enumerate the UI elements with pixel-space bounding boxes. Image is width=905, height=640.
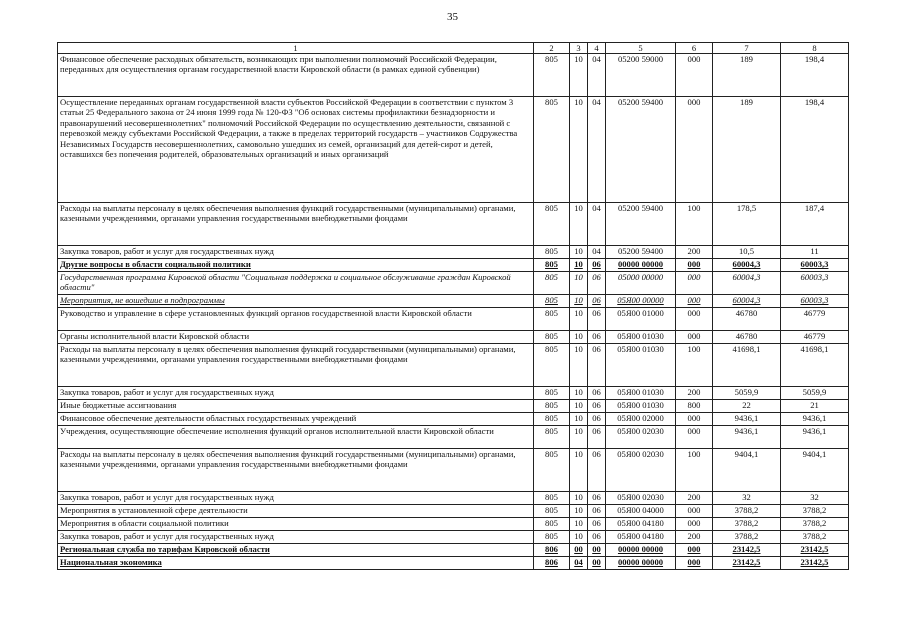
ministry-code-cell: 805	[534, 449, 570, 492]
section-code-cell: 10	[570, 505, 588, 518]
expense-type-cell: 100	[676, 449, 713, 492]
section-code-cell: 10	[570, 272, 588, 295]
subsection-code-cell: 06	[588, 505, 606, 518]
table-row	[58, 518, 849, 531]
subsection-code-cell: 06	[588, 344, 606, 387]
subsection-code-cell: 06	[588, 400, 606, 413]
amount-year1-cell: 178,5	[713, 203, 781, 246]
subsection-code-cell: 06	[588, 449, 606, 492]
subsection-code-cell: 04	[588, 97, 606, 203]
budget-table	[57, 42, 849, 570]
expense-type-cell: 000	[676, 97, 713, 203]
target-article-cell: 05Я00 02030	[606, 449, 676, 492]
amount-year1-cell: 32	[713, 492, 781, 505]
ministry-code-cell: 805	[534, 531, 570, 544]
target-article-cell: 05Я00 02030	[606, 492, 676, 505]
row-description-cell: Закупка товаров, работ и услуг для государственных нужд	[58, 387, 534, 400]
ministry-code-cell: 805	[534, 259, 570, 272]
table-row	[58, 400, 849, 413]
table-row	[58, 413, 849, 426]
section-code-cell: 10	[570, 259, 588, 272]
table-row	[58, 505, 849, 518]
expense-type-cell: 000	[676, 544, 713, 557]
target-article-cell: 05Я00 00000	[606, 295, 676, 308]
amount-year2-cell: 3788,2	[781, 518, 849, 531]
expense-type-cell: 000	[676, 272, 713, 295]
amount-year2-cell: 198,4	[781, 97, 849, 203]
expense-type-cell: 000	[676, 518, 713, 531]
row-description-cell: Закупка товаров, работ и услуг для государственных нужд	[58, 531, 534, 544]
subsection-code-cell: 00	[588, 557, 606, 570]
target-article-cell: 05200 59400	[606, 246, 676, 259]
expense-type-cell: 000	[676, 259, 713, 272]
ministry-code-cell: 805	[534, 344, 570, 387]
amount-year1-cell: 9436,1	[713, 413, 781, 426]
ministry-code-cell: 805	[534, 413, 570, 426]
target-article-cell: 00000 00000	[606, 557, 676, 570]
amount-year1-cell: 46780	[713, 308, 781, 331]
subsection-code-cell: 06	[588, 492, 606, 505]
ministry-code-cell: 805	[534, 97, 570, 203]
subsection-code-cell: 06	[588, 295, 606, 308]
amount-year1-cell: 189	[713, 54, 781, 97]
subsection-code-cell: 06	[588, 272, 606, 295]
section-code-cell: 10	[570, 203, 588, 246]
table-row	[58, 544, 849, 557]
ministry-code-cell: 805	[534, 518, 570, 531]
section-code-cell: 10	[570, 413, 588, 426]
subsection-code-cell: 04	[588, 54, 606, 97]
target-article-cell: 05Я00 01030	[606, 387, 676, 400]
amount-year2-cell: 3788,2	[781, 531, 849, 544]
expense-type-cell: 100	[676, 344, 713, 387]
table-row	[58, 426, 849, 449]
expense-type-cell: 200	[676, 492, 713, 505]
subsection-code-cell: 04	[588, 203, 606, 246]
target-article-cell: 05Я00 01000	[606, 308, 676, 331]
subsection-code-cell: 00	[588, 544, 606, 557]
amount-year2-cell: 60003,3	[781, 259, 849, 272]
amount-year2-cell: 32	[781, 492, 849, 505]
table-row	[58, 331, 849, 344]
amount-year1-cell: 60004,3	[713, 272, 781, 295]
amount-year1-cell: 3788,2	[713, 531, 781, 544]
target-article-cell: 05Я00 02030	[606, 426, 676, 449]
table-row	[58, 272, 849, 295]
target-article-cell: 05Я00 01030	[606, 400, 676, 413]
amount-year1-cell: 23142,5	[713, 544, 781, 557]
section-code-cell: 10	[570, 295, 588, 308]
amount-year2-cell: 9436,1	[781, 426, 849, 449]
section-code-cell: 10	[570, 344, 588, 387]
ministry-code-cell: 805	[534, 54, 570, 97]
target-article-cell: 05200 59400	[606, 97, 676, 203]
subsection-code-cell: 06	[588, 518, 606, 531]
table-row	[58, 557, 849, 570]
target-article-cell: 05Я00 02000	[606, 413, 676, 426]
amount-year1-cell: 10,5	[713, 246, 781, 259]
subsection-code-cell: 06	[588, 308, 606, 331]
ministry-code-cell: 806	[534, 557, 570, 570]
section-code-cell: 10	[570, 308, 588, 331]
expense-type-cell: 000	[676, 54, 713, 97]
amount-year2-cell: 9436,1	[781, 413, 849, 426]
column-header-cell: 2	[534, 43, 570, 54]
amount-year1-cell: 3788,2	[713, 518, 781, 531]
row-description-cell: Национальная экономика	[58, 557, 534, 570]
section-code-cell: 10	[570, 449, 588, 492]
table-row	[58, 246, 849, 259]
page-number: 35	[447, 11, 458, 23]
section-code-cell: 10	[570, 54, 588, 97]
ministry-code-cell: 805	[534, 426, 570, 449]
column-header-cell: 3	[570, 43, 588, 54]
target-article-cell: 05000 00000	[606, 272, 676, 295]
row-description-cell: Финансовое обеспечение расходных обязательств, возникающих при выполнении полномочий Российской Федерации, переданных для осуществления органам государственной власти Кировской области (в рамках единой субвенции)	[58, 54, 534, 97]
amount-year1-cell: 5059,9	[713, 387, 781, 400]
table-row	[58, 308, 849, 331]
row-description-cell: Мероприятия, не вошедшие в подпрограммы	[58, 295, 534, 308]
amount-year1-cell: 9436,1	[713, 426, 781, 449]
amount-year2-cell: 60003,3	[781, 272, 849, 295]
section-code-cell: 10	[570, 387, 588, 400]
table-row	[58, 449, 849, 492]
expense-type-cell: 000	[676, 426, 713, 449]
expense-type-cell: 200	[676, 387, 713, 400]
ministry-code-cell: 805	[534, 308, 570, 331]
target-article-cell: 05Я00 04180	[606, 518, 676, 531]
section-code-cell: 10	[570, 531, 588, 544]
table-row	[58, 97, 849, 203]
amount-year1-cell: 9404,1	[713, 449, 781, 492]
target-article-cell: 05Я00 04180	[606, 531, 676, 544]
table-row	[58, 492, 849, 505]
amount-year2-cell: 9404,1	[781, 449, 849, 492]
amount-year2-cell: 23142,5	[781, 544, 849, 557]
ministry-code-cell: 805	[534, 272, 570, 295]
expense-type-cell: 000	[676, 505, 713, 518]
table-row	[58, 203, 849, 246]
section-code-cell: 10	[570, 400, 588, 413]
section-code-cell: 10	[570, 492, 588, 505]
table-row	[58, 344, 849, 387]
row-description-cell: Органы исполнительной власти Кировской области	[58, 331, 534, 344]
subsection-code-cell: 06	[588, 331, 606, 344]
amount-year2-cell: 5059,9	[781, 387, 849, 400]
row-description-cell: Расходы на выплаты персоналу в целях обеспечения выполнения функций государственными (муниципальными) органами, казенными учреждениями, органами управления государственными внебюджетными фондами	[58, 344, 534, 387]
ministry-code-cell: 805	[534, 246, 570, 259]
amount-year1-cell: 3788,2	[713, 505, 781, 518]
amount-year2-cell: 60003,3	[781, 295, 849, 308]
subsection-code-cell: 06	[588, 531, 606, 544]
row-description-cell: Мероприятия в области социальной политики	[58, 518, 534, 531]
ministry-code-cell: 805	[534, 492, 570, 505]
subsection-code-cell: 06	[588, 387, 606, 400]
expense-type-cell: 000	[676, 295, 713, 308]
table-row	[58, 54, 849, 97]
column-number-header-row	[58, 43, 849, 54]
row-description-cell: Иные бюджетные ассигнования	[58, 400, 534, 413]
ministry-code-cell: 806	[534, 544, 570, 557]
amount-year2-cell: 187,4	[781, 203, 849, 246]
row-description-cell: Другие вопросы в области социальной политики	[58, 259, 534, 272]
target-article-cell: 00000 00000	[606, 259, 676, 272]
subsection-code-cell: 06	[588, 413, 606, 426]
amount-year1-cell: 60004,3	[713, 259, 781, 272]
section-code-cell: 10	[570, 331, 588, 344]
section-code-cell: 10	[570, 426, 588, 449]
target-article-cell: 05Я00 01030	[606, 344, 676, 387]
expense-type-cell: 200	[676, 531, 713, 544]
row-description-cell: Расходы на выплаты персоналу в целях обеспечения выполнения функций государственными (муниципальными) органами, казенными учреждениями, органами управления государственными внебюджетными фондами	[58, 203, 534, 246]
column-header-cell: 8	[781, 43, 849, 54]
subsection-code-cell: 04	[588, 246, 606, 259]
amount-year1-cell: 189	[713, 97, 781, 203]
ministry-code-cell: 805	[534, 505, 570, 518]
amount-year2-cell: 21	[781, 400, 849, 413]
ministry-code-cell: 805	[534, 387, 570, 400]
expense-type-cell: 000	[676, 308, 713, 331]
amount-year1-cell: 41698,1	[713, 344, 781, 387]
ministry-code-cell: 805	[534, 203, 570, 246]
row-description-cell: Осуществление переданных органам государственной власти субъектов Российской Федерации в соответствии с пунктом 3 статьи 25 Федерального закона от 24 июня 1999 года № 120-ФЗ "Об основах системы профилактики безнадзорности и правонарушений несовершеннолетних" полномочий Российской Федерации по осуществлению деятельности, связанной с перевозкой между субъектами Российской Федерации, а также в пределах территорий государств – участников Содружества Независимых Государств несовершеннолетних, самовольно ушедших из семей, организаций для детей-сирот и детей, оставшихся без попечения родителей, образовательных организаций и иных организаций	[58, 97, 534, 203]
amount-year1-cell: 22	[713, 400, 781, 413]
expense-type-cell: 800	[676, 400, 713, 413]
column-header-cell: 1	[58, 43, 534, 54]
amount-year2-cell: 11	[781, 246, 849, 259]
expense-type-cell: 100	[676, 203, 713, 246]
table-row	[58, 259, 849, 272]
target-article-cell: 05Я00 04000	[606, 505, 676, 518]
row-description-cell: Региональная служба по тарифам Кировской области	[58, 544, 534, 557]
ministry-code-cell: 805	[534, 295, 570, 308]
expense-type-cell: 000	[676, 557, 713, 570]
amount-year2-cell: 46779	[781, 331, 849, 344]
amount-year2-cell: 198,4	[781, 54, 849, 97]
target-article-cell: 05200 59000	[606, 54, 676, 97]
section-code-cell: 10	[570, 518, 588, 531]
column-header-cell: 4	[588, 43, 606, 54]
table-row	[58, 295, 849, 308]
row-description-cell: Учреждения, осуществляющие обеспечение исполнения функций органов исполнительной власти Кировской области	[58, 426, 534, 449]
amount-year2-cell: 46779	[781, 308, 849, 331]
column-header-cell: 6	[676, 43, 713, 54]
amount-year2-cell: 41698,1	[781, 344, 849, 387]
target-article-cell: 05200 59400	[606, 203, 676, 246]
row-description-cell: Финансовое обеспечение деятельности областных государственных учреждений	[58, 413, 534, 426]
amount-year1-cell: 60004,3	[713, 295, 781, 308]
table-body	[58, 43, 849, 570]
expense-type-cell: 200	[676, 246, 713, 259]
row-description-cell: Закупка товаров, работ и услуг для государственных нужд	[58, 246, 534, 259]
row-description-cell: Руководство и управление в сфере установленных функций органов государственной власти Кировской области	[58, 308, 534, 331]
amount-year1-cell: 46780	[713, 331, 781, 344]
target-article-cell: 05Я00 01030	[606, 331, 676, 344]
amount-year2-cell: 23142,5	[781, 557, 849, 570]
ministry-code-cell: 805	[534, 400, 570, 413]
row-description-cell: Закупка товаров, работ и услуг для государственных нужд	[58, 492, 534, 505]
amount-year2-cell: 3788,2	[781, 505, 849, 518]
expense-type-cell: 000	[676, 413, 713, 426]
row-description-cell: Государственная программа Кировской области "Социальная поддержка и социальное обслуживание граждан Кировской области"	[58, 272, 534, 295]
ministry-code-cell: 805	[534, 331, 570, 344]
table-row	[58, 387, 849, 400]
row-description-cell: Мероприятия в установленной сфере деятельности	[58, 505, 534, 518]
table-row	[58, 531, 849, 544]
expense-type-cell: 000	[676, 331, 713, 344]
section-code-cell: 00	[570, 544, 588, 557]
row-description-cell: Расходы на выплаты персоналу в целях обеспечения выполнения функций государственными (муниципальными) органами, казенными учреждениями, органами управления государственными внебюджетными фондами	[58, 449, 534, 492]
column-header-cell: 7	[713, 43, 781, 54]
subsection-code-cell: 06	[588, 259, 606, 272]
section-code-cell: 10	[570, 246, 588, 259]
target-article-cell: 00000 00000	[606, 544, 676, 557]
section-code-cell: 04	[570, 557, 588, 570]
section-code-cell: 10	[570, 97, 588, 203]
subsection-code-cell: 06	[588, 426, 606, 449]
amount-year1-cell: 23142,5	[713, 557, 781, 570]
column-header-cell: 5	[606, 43, 676, 54]
